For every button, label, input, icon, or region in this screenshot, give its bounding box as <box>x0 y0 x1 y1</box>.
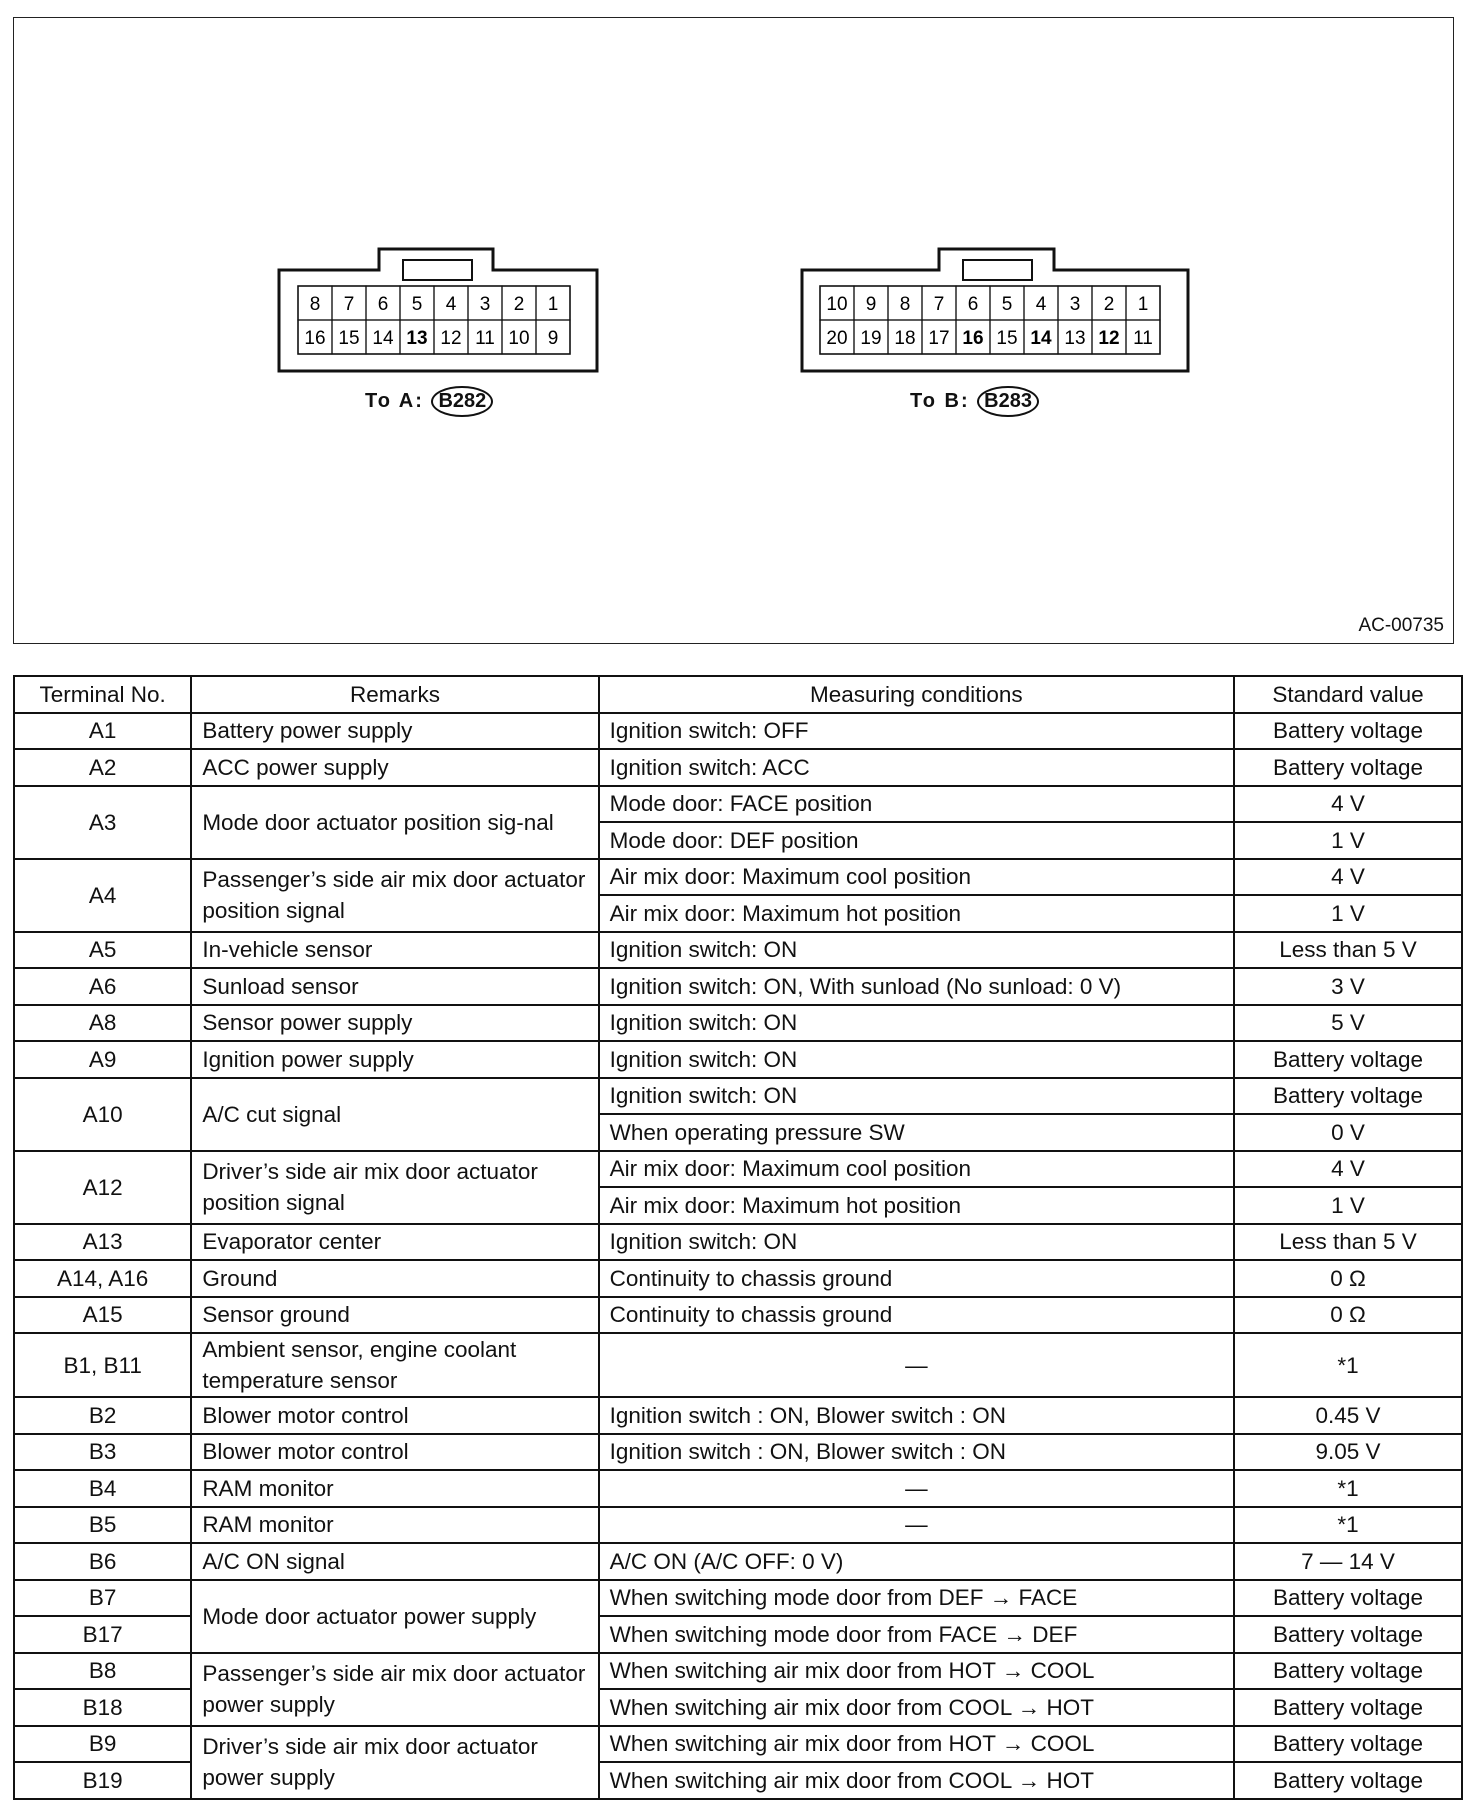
connector-a-terminal-number: 3 <box>479 294 491 315</box>
table-row <box>14 1434 1462 1471</box>
connector-a-terminal-grid <box>298 286 570 354</box>
connector-a-terminal-number: 2 <box>513 294 525 315</box>
header-terminal: Terminal No. <box>14 676 191 713</box>
condition-cell: Ignition switch: ACC <box>599 749 1234 786</box>
connector-b-terminal-number: 17 <box>928 328 950 349</box>
connector-b-terminal-grid <box>820 286 1160 354</box>
connector-b-terminal-number: 4 <box>1035 294 1047 315</box>
connector-a-terminal-number: 11 <box>475 328 495 349</box>
remarks-cell: Mode door actuator power supply <box>191 1580 598 1653</box>
connector-a-terminal-number: 14 <box>372 328 394 349</box>
terminal-cell: A2 <box>14 749 191 786</box>
table-body <box>14 713 1462 1799</box>
table-row <box>14 1151 1462 1188</box>
connector-figure <box>13 17 1454 644</box>
condition-cell: Continuity to chassis ground <box>599 1297 1234 1334</box>
terminal-cell: B3 <box>14 1434 191 1471</box>
value-cell: 1 V <box>1234 822 1462 859</box>
remarks-cell: Blower motor control <box>191 1397 598 1434</box>
condition-cell: — <box>599 1507 1234 1544</box>
terminal-cell: B19 <box>14 1762 191 1799</box>
remarks-cell: Ground <box>191 1260 598 1297</box>
value-cell: 1 V <box>1234 895 1462 932</box>
condition-cell: When operating pressure SW <box>599 1114 1234 1151</box>
connector-b-terminal-number: 9 <box>865 294 877 315</box>
table-row <box>14 1543 1462 1580</box>
connector-b-terminal-number: 3 <box>1069 294 1081 315</box>
terminal-cell: B5 <box>14 1507 191 1544</box>
terminal-cell: A8 <box>14 1005 191 1042</box>
condition-cell: Ignition switch: ON <box>599 1224 1234 1261</box>
connector-a-terminal-number: 4 <box>445 294 457 315</box>
connector-a-latch <box>403 260 472 280</box>
remarks-cell: Sensor power supply <box>191 1005 598 1042</box>
value-cell: 4 V <box>1234 1151 1462 1188</box>
value-cell: Battery voltage <box>1234 1653 1462 1690</box>
connector-a-terminal-number: 1 <box>547 294 559 315</box>
connector-b-terminal-number: 8 <box>899 294 911 315</box>
value-cell: Battery voltage <box>1234 1689 1462 1726</box>
condition-cell: Air mix door: Maximum cool position <box>599 1151 1234 1188</box>
condition-cell: Ignition switch: ON <box>599 932 1234 969</box>
remarks-cell: Driver’s side air mix door actuator position signal <box>191 1151 598 1224</box>
connector-a-terminal-number: 5 <box>411 294 423 315</box>
table-row <box>14 1333 1462 1397</box>
table-row <box>14 1726 1462 1763</box>
terminal-cell: B18 <box>14 1689 191 1726</box>
condition-cell: When switching air mix door from HOT → COOL <box>599 1726 1234 1763</box>
value-cell: 4 V <box>1234 859 1462 896</box>
connector-b-terminal-number: 1 <box>1137 294 1149 315</box>
condition-cell: Continuity to chassis ground <box>599 1260 1234 1297</box>
connector-b-terminal-number: 19 <box>860 328 882 349</box>
connector-b-terminal-number: 7 <box>933 294 945 315</box>
terminal-cell: A3 <box>14 786 191 859</box>
value-cell: 1 V <box>1234 1187 1462 1224</box>
value-cell: 0.45 V <box>1234 1397 1462 1434</box>
terminal-cell: A6 <box>14 968 191 1005</box>
value-cell: Battery voltage <box>1234 749 1462 786</box>
terminal-cell: A12 <box>14 1151 191 1224</box>
connector-b-terminal-number: 11 <box>1133 328 1153 349</box>
connector-b-terminal-number: 15 <box>996 328 1018 349</box>
remarks-cell: Blower motor control <box>191 1434 598 1471</box>
connector-a-terminal-number: 12 <box>440 328 462 349</box>
terminal-cell: B2 <box>14 1397 191 1434</box>
condition-cell: Ignition switch: ON <box>599 1005 1234 1042</box>
connector-b-terminal-number: 20 <box>826 328 848 349</box>
value-cell: Less than 5 V <box>1234 932 1462 969</box>
connector-b-terminal-number: 6 <box>967 294 979 315</box>
connector-b-latch <box>963 260 1032 280</box>
connector-b-name: B283 <box>977 386 1039 417</box>
connector-b-terminal-number: 12 <box>1098 328 1120 349</box>
remarks-cell: Mode door actuator position sig-nal <box>191 786 598 859</box>
remarks-cell: Ambient sensor, engine coolant temperature sensor <box>191 1333 598 1397</box>
remarks-cell: A/C ON signal <box>191 1543 598 1580</box>
header-remarks: Remarks <box>191 676 598 713</box>
value-cell: Battery voltage <box>1234 1616 1462 1653</box>
condition-cell: — <box>599 1470 1234 1507</box>
terminal-cell: A9 <box>14 1041 191 1078</box>
terminal-cell: B17 <box>14 1616 191 1653</box>
connector-b-terminal-number: 10 <box>826 294 848 315</box>
value-cell: Battery voltage <box>1234 1762 1462 1799</box>
table-row <box>14 749 1462 786</box>
table-row <box>14 1260 1462 1297</box>
value-cell: *1 <box>1234 1507 1462 1544</box>
value-cell: Battery voltage <box>1234 713 1462 750</box>
terminal-cell: B7 <box>14 1580 191 1617</box>
connector-b-terminal-number: 14 <box>1030 328 1052 349</box>
connector-b-label <box>910 386 1039 417</box>
terminal-cell: B6 <box>14 1543 191 1580</box>
value-cell: 3 V <box>1234 968 1462 1005</box>
terminal-table <box>13 675 1463 1800</box>
terminal-cell: A4 <box>14 859 191 932</box>
condition-cell: Air mix door: Maximum hot position <box>599 895 1234 932</box>
connector-b-terminal-number: 16 <box>962 328 984 349</box>
connector-b-outline <box>802 249 1188 371</box>
table-row <box>14 1507 1462 1544</box>
terminal-cell: A15 <box>14 1297 191 1334</box>
connector-a-terminal-number: 13 <box>406 328 428 349</box>
value-cell: Battery voltage <box>1234 1726 1462 1763</box>
remarks-cell: ACC power supply <box>191 749 598 786</box>
remarks-cell: Ignition power supply <box>191 1041 598 1078</box>
table-row <box>14 1005 1462 1042</box>
terminal-cell: A13 <box>14 1224 191 1261</box>
condition-cell: When switching air mix door from HOT → COOL <box>599 1653 1234 1690</box>
connector-b-terminal-number: 2 <box>1103 294 1115 315</box>
condition-cell: Ignition switch : ON, Blower switch : ON <box>599 1434 1234 1471</box>
value-cell: 5 V <box>1234 1005 1462 1042</box>
remarks-cell: Driver’s side air mix door actuator power supply <box>191 1726 598 1799</box>
value-cell: 0 Ω <box>1234 1297 1462 1334</box>
terminal-cell: A5 <box>14 932 191 969</box>
header-value: Standard value <box>1234 676 1462 713</box>
value-cell: Less than 5 V <box>1234 1224 1462 1261</box>
terminal-cell: B4 <box>14 1470 191 1507</box>
remarks-cell: A/C cut signal <box>191 1078 598 1151</box>
value-cell: 0 Ω <box>1234 1260 1462 1297</box>
value-cell: 9.05 V <box>1234 1434 1462 1471</box>
value-cell: 0 V <box>1234 1114 1462 1151</box>
figure-code: AC-00735 <box>1358 615 1444 636</box>
connector-a-terminal-number: 16 <box>304 328 326 349</box>
connector-b-terminal-number: 5 <box>1001 294 1013 315</box>
condition-cell: Air mix door: Maximum hot position <box>599 1187 1234 1224</box>
connector-a-name: B282 <box>431 386 493 417</box>
table-row <box>14 1297 1462 1334</box>
condition-cell: Ignition switch : ON, Blower switch : ON <box>599 1397 1234 1434</box>
terminal-cell: A14, A16 <box>14 1260 191 1297</box>
remarks-cell: RAM monitor <box>191 1470 598 1507</box>
condition-cell: When switching air mix door from COOL → HOT <box>599 1689 1234 1726</box>
table-row <box>14 859 1462 896</box>
table-row <box>14 1653 1462 1690</box>
remarks-cell: Evaporator center <box>191 1224 598 1261</box>
connector-a-terminal-number: 8 <box>309 294 321 315</box>
terminal-cell: B9 <box>14 1726 191 1763</box>
table-row <box>14 1041 1462 1078</box>
connector-a-terminal-number: 9 <box>547 328 559 349</box>
value-cell: 7 — 14 V <box>1234 1543 1462 1580</box>
terminal-cell: A10 <box>14 1078 191 1151</box>
connector-a-terminal-number: 10 <box>508 328 530 349</box>
connector-a-label <box>365 386 493 417</box>
table-row <box>14 1224 1462 1261</box>
table-row <box>14 1580 1462 1617</box>
condition-cell: Mode door: FACE position <box>599 786 1234 823</box>
connector-a-to-text: To A: <box>365 390 424 412</box>
connector-b-to-text: To B: <box>910 390 970 412</box>
value-cell: *1 <box>1234 1333 1462 1397</box>
connector-a-terminal-number: 6 <box>377 294 389 315</box>
terminal-cell: B1, B11 <box>14 1333 191 1397</box>
remarks-cell: RAM monitor <box>191 1507 598 1544</box>
remarks-cell: Passenger’s side air mix door actuator power supply <box>191 1653 598 1726</box>
condition-cell: Ignition switch: ON <box>599 1041 1234 1078</box>
connector-a-terminal-number: 7 <box>343 294 355 315</box>
value-cell: Battery voltage <box>1234 1580 1462 1617</box>
connector-a-terminal-number: 15 <box>338 328 360 349</box>
condition-cell: Ignition switch: ON <box>599 1078 1234 1115</box>
table-header-row <box>14 676 1462 713</box>
value-cell: Battery voltage <box>1234 1041 1462 1078</box>
condition-cell: Ignition switch: ON, With sunload (No sunload: 0 V) <box>599 968 1234 1005</box>
terminal-cell: B8 <box>14 1653 191 1690</box>
table-row <box>14 1397 1462 1434</box>
remarks-cell: In-vehicle sensor <box>191 932 598 969</box>
value-cell: 4 V <box>1234 786 1462 823</box>
remarks-cell: Sensor ground <box>191 1297 598 1334</box>
condition-cell: When switching mode door from DEF → FACE <box>599 1580 1234 1617</box>
table-row <box>14 713 1462 750</box>
table-row <box>14 968 1462 1005</box>
value-cell: *1 <box>1234 1470 1462 1507</box>
condition-cell: A/C ON (A/C OFF: 0 V) <box>599 1543 1234 1580</box>
remarks-cell: Passenger’s side air mix door actuator position signal <box>191 859 598 932</box>
value-cell: Battery voltage <box>1234 1078 1462 1115</box>
condition-cell: When switching mode door from FACE → DEF <box>599 1616 1234 1653</box>
header-conditions: Measuring conditions <box>599 676 1234 713</box>
condition-cell: Air mix door: Maximum cool position <box>599 859 1234 896</box>
connector-b-terminal-number: 18 <box>894 328 916 349</box>
connector-b-terminal-number: 13 <box>1064 328 1086 349</box>
table-row <box>14 932 1462 969</box>
condition-cell: Ignition switch: OFF <box>599 713 1234 750</box>
condition-cell: — <box>599 1333 1234 1397</box>
condition-cell: Mode door: DEF position <box>599 822 1234 859</box>
table-row <box>14 786 1462 823</box>
remarks-cell: Battery power supply <box>191 713 598 750</box>
condition-cell: When switching air mix door from COOL → HOT <box>599 1762 1234 1799</box>
remarks-cell: Sunload sensor <box>191 968 598 1005</box>
connector-diagram <box>14 18 1455 645</box>
table-row <box>14 1470 1462 1507</box>
table-row <box>14 1078 1462 1115</box>
terminal-cell: A1 <box>14 713 191 750</box>
